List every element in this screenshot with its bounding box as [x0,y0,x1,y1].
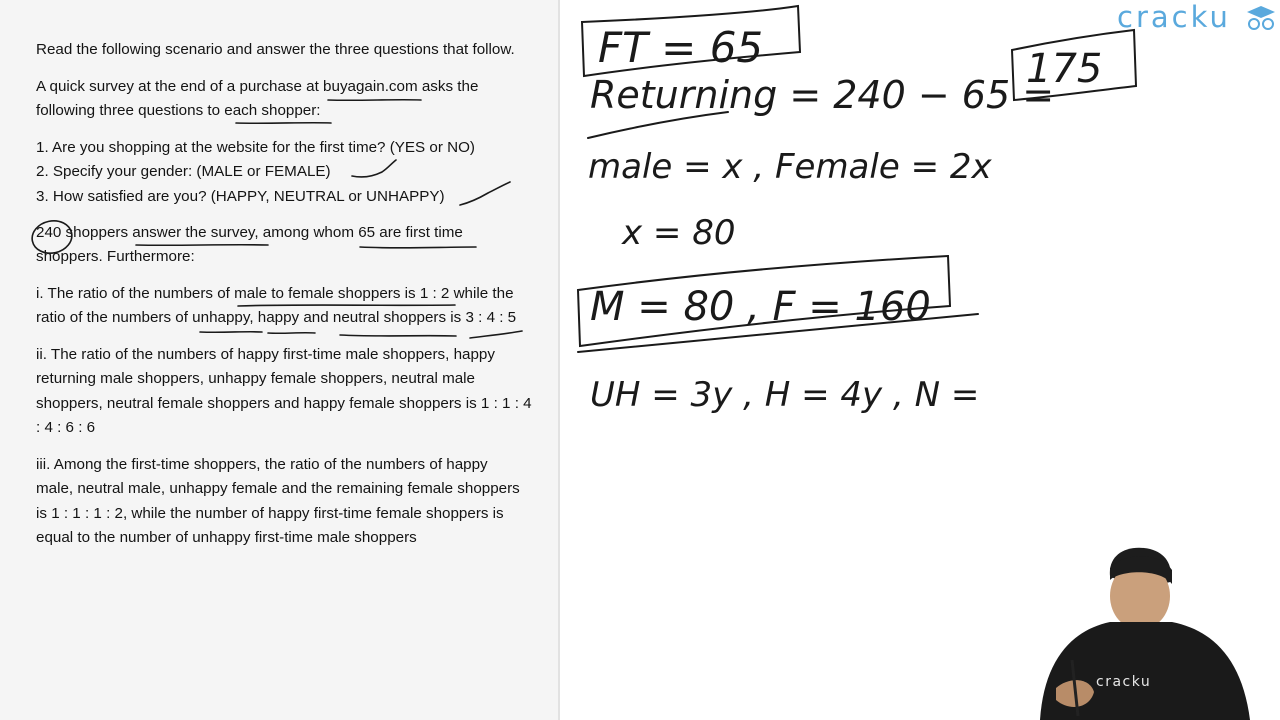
brand-logo-text: cracku [1117,0,1231,34]
count-line-1: 240 shoppers answer the survey, among whom 65 are first time [36,224,463,241]
hw-175: 175 [1026,46,1103,92]
count-paragraph [36,221,546,270]
condition-iii-line-3: is 1 : 1 : 1 : 2, while the number of happy first-time female shoppers is [36,504,504,522]
hw-ft: FT = 65 [598,23,764,72]
questions-list [36,136,546,209]
hw-male-female: male = x , Female = 2x [588,147,992,187]
underline-happy [268,333,315,334]
question-panel [0,0,558,720]
condition-ii [36,343,546,440]
presenter-video [960,540,1280,720]
condition-iii-line-1: iii. Among the first-time shoppers, the ratio of the numbers of happy [36,456,488,473]
underline-unhappy [200,332,262,333]
hw-uh-h-n: UH = 3y , H = 4y , N = [590,375,980,415]
condition-ii-line-2: returning male shoppers, unhappy female shoppers, neutral male [36,370,476,388]
condition-ii-line-3: shoppers, neutral female shoppers and happy female shoppers is 1 : 1 : 4 [36,394,532,412]
count-line-2: shoppers. Furthermore: [36,248,195,266]
condition-ii-line-1: ii. The ratio of the numbers of happy first-time male shoppers, happy [36,346,495,363]
intro-text [36,38,546,62]
hw-m-f: M = 80 , F = 160 [590,284,931,330]
underline-neutral [340,335,456,336]
condition-i [36,282,546,331]
condition-iii-line-2: male, neutral male, unhappy female and the remaining female shoppers [36,480,520,498]
survey-line-2: following three questions to each shopper: [36,102,321,120]
condition-i-line-1: i. The ratio of the numbers of male to female shoppers is 1 : 2 while the [36,285,514,302]
condition-iii-line-4: equal to the number of unhappy first-time male shoppers [36,528,417,546]
question-3: 3. How satisfied are you? (HAPPY, NEUTRAL or UNHAPPY) [36,187,445,205]
question-1: 1. Are you shopping at the website for the first time? (YES or NO) [36,139,475,156]
survey-line-1: A quick survey at the end of a purchase at buyagain.com asks the [36,78,479,95]
condition-iii [36,453,546,550]
intro-line: Read the following scenario and answer the three questions that follow. [36,41,515,58]
underline-ratio-345 [470,331,522,338]
condition-i-line-2: ratio of the numbers of unhappy, happy and neutral shoppers is 3 : 4 : 5 [36,309,517,327]
question-2: 2. Specify your gender: (MALE or FEMALE) [36,163,331,181]
shirt-logo-text: cracku [1096,674,1152,690]
hw-returning: Returning = 240 − 65 = [590,73,1055,117]
condition-ii-line-4: : 4 : 6 : 6 [36,418,96,436]
survey-paragraph [36,75,546,124]
hw-x-80: x = 80 [622,213,736,253]
graduation-cap-icon [1244,2,1278,32]
